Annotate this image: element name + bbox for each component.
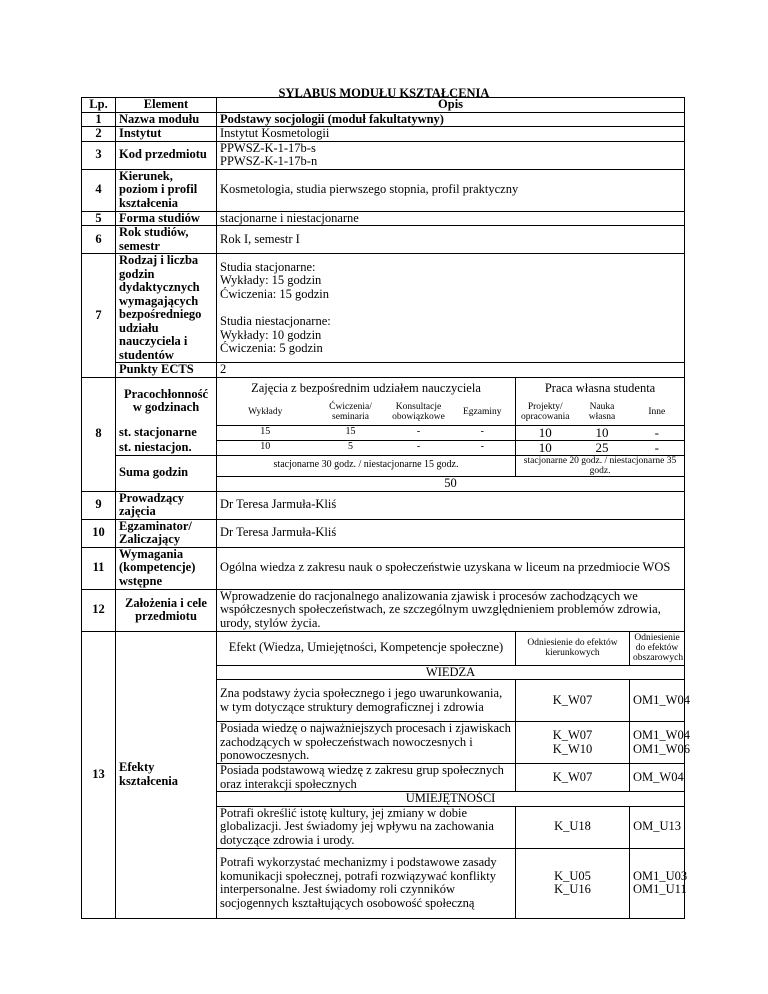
hours-line: Wykłady: 10 godzin: [220, 327, 322, 342]
outcome-text: Posiada podstawową wiedzę z zakresu grup społecznych oraz interakcji społecznych: [217, 764, 516, 792]
value-cell: -: [450, 440, 516, 455]
workload-stac-row: [82, 425, 685, 440]
document-title: SYLABUS MODUŁU KSZTAŁCENIA: [278, 86, 490, 100]
table-row: [82, 169, 685, 211]
row-element: Prowadzący zajęcia: [116, 491, 217, 519]
table-row: [82, 127, 685, 142]
hours-line: Ćwiczenia: 15 godzin: [220, 286, 329, 301]
code-line: PPWSZ-K-1-17b-s: [220, 140, 316, 155]
workload-niestac-row: [82, 440, 685, 455]
code-line: PPWSZ-K-1-17b-n: [220, 154, 318, 168]
outcome-kier: K_W07: [516, 764, 630, 792]
row-element: Założenia i cele przedmiotu: [116, 589, 217, 631]
st-stac-label: st. stacjonarne: [116, 425, 217, 440]
col-konsultacje: Konsultacje obowiązkowe: [388, 399, 450, 425]
hours-line: Ćwiczenia: 5 godzin: [220, 341, 323, 355]
hours-line: Studia niestacjonarne:: [220, 314, 331, 328]
header-element: Element: [116, 98, 217, 113]
hours-line: Studia stacjonarne:: [220, 259, 316, 274]
outcome-obsz: OM_W04: [630, 764, 685, 792]
outcome-kier: [516, 722, 630, 764]
col-egzaminy: Egzaminy: [450, 399, 516, 425]
col-wyklady: Wykłady: [217, 399, 314, 425]
obsz-code: OM1_W04: [633, 728, 690, 743]
value-cell: -: [630, 425, 685, 440]
row-element: Punkty ECTS: [116, 363, 217, 378]
row-opis: Instytut Kosmetologii: [217, 127, 685, 142]
row-number: 10: [82, 519, 116, 547]
outcome-text: Potrafi wykorzystać mechanizmy i podstawowe zasady komunikacji społecznej, potrafi rozwiązywać konflikty interpersonalne. Jest świadomy roli czynników socjogennych kształtujących osobowość społeczną: [217, 848, 516, 918]
syllabus-table: [81, 97, 690, 919]
col-efekt: Efekt (Wiedza, Umiejętności, Kompetencje społeczne): [217, 631, 516, 665]
row-element: Forma studiów: [116, 211, 217, 226]
table-row: [82, 112, 685, 127]
table-row: [82, 254, 685, 363]
row-element: Egzaminator/ Zaliczający: [116, 519, 217, 547]
header-opis: Opis: [217, 98, 685, 113]
value-cell: 10: [575, 425, 630, 440]
table-row: [82, 547, 685, 589]
value-cell: -: [450, 425, 516, 440]
value-cell: 10: [516, 425, 575, 440]
outcome-text: Zna podstawy życia społecznego i jego uwarunkowania, w tym dotyczące struktury demograficznej i zdrowia: [217, 680, 516, 722]
kier-code: K_W07: [552, 728, 593, 743]
row-number: 6: [82, 226, 116, 254]
section-umiejetnosci: UMIEJĘTNOŚCI: [217, 792, 685, 807]
row-element: Nazwa modułu: [116, 112, 217, 127]
value-cell: 25: [575, 440, 630, 455]
row-opis: Kosmetologia, studia pierwszego stopnia, profil praktyczny: [217, 169, 685, 211]
row-element: Wymagania (kompetencje) wstępne: [116, 547, 217, 589]
kier-code: K_W10: [552, 741, 593, 756]
table-row: [82, 363, 685, 378]
table-row: [82, 519, 685, 547]
col-obszarowe: Odniesienie do efektów obszarowych: [630, 631, 685, 665]
header-lp: Lp.: [82, 98, 116, 113]
row-element: Rok studiów, semestr: [116, 226, 217, 254]
value-cell: 15: [217, 425, 314, 440]
col-kierunkowe: Odniesienie do efektów kierunkowych: [516, 631, 630, 665]
row-number: 9: [82, 491, 116, 519]
outcome-obsz: OM1_W04: [630, 680, 685, 722]
row-number: 8: [82, 377, 116, 491]
row-opis: [217, 254, 685, 363]
row-number: 3: [82, 141, 116, 169]
obsz-code: OM1_U03: [633, 868, 688, 883]
col-inne: Inne: [630, 399, 685, 425]
value-cell: -: [388, 425, 450, 440]
outcome-obsz: [630, 722, 690, 764]
table-row: [82, 211, 685, 226]
row-element: Instytut: [116, 127, 217, 142]
row-opis: Rok I, semestr I: [217, 226, 685, 254]
value-cell: 10: [217, 440, 314, 455]
row-number: 4: [82, 169, 116, 211]
table-row: [82, 141, 685, 169]
obsz-code: OM1_W06: [633, 741, 690, 756]
outcome-text: Posiada wiedzę o najważniejszych procesach i zjawiskach zachodzących w społeczeństwach nowoczesnych i ponowoczesnych.: [217, 722, 516, 764]
value-cell: -: [388, 440, 450, 455]
own-work-group: Praca własna studenta: [516, 377, 685, 399]
hours-line: Wykłady: 15 godzin: [220, 273, 322, 287]
section-wiedza: WIEDZA: [217, 665, 685, 680]
col-projekty: Projekty/ opracowania: [516, 399, 575, 425]
row-opis: Wprowadzenie do racjonalnego analizowania zjawisk i procesów zachodzących we współczesnych społeczeństwach, ze szczególnym uwzględnieniem problemów zdrowia, urody, stylów życia.: [217, 589, 685, 631]
workload-label: Pracochłonność w godzinach: [116, 377, 217, 425]
row-opis: Dr Teresa Jarmuła-Kliś: [217, 491, 685, 519]
outcome-text: Potrafi określić istotę kultury, jej zmiany w dobie globalizacji. Jest świadomy jej wpływu na zachowania dotyczące zdrowia i urody.: [217, 806, 516, 848]
row-element: Rodzaj i liczba godzin dydaktycznych wymagających bezpośredniego udziału nauczyciela i studentów: [116, 254, 217, 363]
row-number: 11: [82, 547, 116, 589]
row-number: 12: [82, 589, 116, 631]
outcome-kier: K_W07: [516, 680, 630, 722]
table-row: [82, 589, 685, 631]
col-cwiczenia: Ćwiczenia/ seminaria: [314, 399, 388, 425]
outcome-kier: K_U18: [516, 806, 630, 848]
row-opis: Podstawy socjologii (moduł fakultatywny): [217, 112, 685, 127]
outcomes-header-row: [82, 631, 685, 665]
row-opis: [217, 141, 685, 169]
direct-hours-group: Zajęcia z bezpośrednim udziałem nauczyciela: [217, 377, 516, 399]
table-row: [82, 491, 685, 519]
row-element: Kod przedmiotu: [116, 141, 217, 169]
st-niestac-label: st. niestacjon.: [116, 440, 217, 455]
row-opis: Dr Teresa Jarmuła-Kliś: [217, 519, 685, 547]
row-opis: stacjonarne i niestacjonarne: [217, 211, 685, 226]
outcome-obsz: OM_U13: [630, 806, 685, 848]
row-number: 2: [82, 127, 116, 142]
workload-sum-row: [82, 455, 685, 477]
col-nauka: Nauka własna: [575, 399, 630, 425]
row-opis: Ogólna wiedza z zakresu nauk o społeczeństwie uzyskana w liceum na przedmiocie WOS: [217, 547, 685, 589]
row-opis: 2: [217, 363, 685, 378]
value-cell: 5: [314, 440, 388, 455]
outcome-obsz: [630, 848, 688, 918]
obsz-code: OM1_U11: [633, 882, 687, 897]
row-number: 7: [82, 254, 116, 378]
row-element: Kierunek, poziom i profil kształcenia: [116, 169, 217, 211]
value-cell: -: [630, 440, 685, 455]
header-row: [82, 98, 685, 113]
row-number: 5: [82, 211, 116, 226]
table-row: [82, 226, 685, 254]
row-element: Efekty kształcenia: [116, 631, 217, 918]
sum-own: stacjonarne 20 godz. / niestacjonarne 35 godz.: [516, 455, 685, 477]
workload-group-row: [82, 377, 685, 399]
outcome-kier: [516, 848, 630, 918]
row-number: 1: [82, 112, 116, 127]
value-cell: 15: [314, 425, 388, 440]
value-cell: 10: [516, 440, 575, 455]
sum-direct: stacjonarne 30 godz. / niestacjonarne 15 godz.: [217, 455, 516, 477]
total-hours: 50: [217, 477, 685, 492]
row-number: 13: [82, 631, 116, 918]
kier-code: K_U05: [554, 868, 591, 883]
kier-code: K_U16: [554, 882, 591, 897]
suma-label: Suma godzin: [116, 455, 217, 491]
